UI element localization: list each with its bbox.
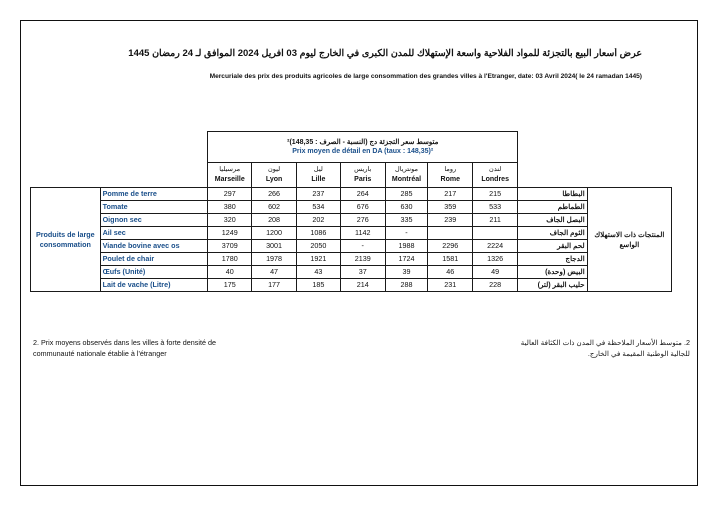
- table-header-arabic: متوسط سعر التجزئة دج (النسبة - الصرف : 148,35)²: [287, 139, 439, 146]
- footnote-arabic: 2. متوسط الأسعار الملاحظة في المدن ذات الكثافة العالية للجالية الوطنية المقيمة في الخارج.: [520, 338, 690, 358]
- product-name-french: Pomme de terre: [100, 188, 208, 201]
- price-cell: 208: [252, 214, 297, 227]
- city-header-londres: [473, 163, 518, 188]
- table-header-french: Prix moyen de détail en DA (taux : 148,35)²: [292, 148, 434, 155]
- price-cell: 533: [473, 201, 518, 214]
- price-cell: 231: [428, 279, 473, 292]
- city-header-lyon: [252, 163, 297, 188]
- price-cell: 1724: [385, 253, 428, 266]
- city-header-marseille: [208, 163, 252, 188]
- city-name-ar: باريس: [354, 166, 372, 173]
- price-cell: -: [340, 240, 385, 253]
- product-name-arabic: البيض (وحدة): [518, 266, 588, 279]
- price-cell: 534: [297, 201, 341, 214]
- city-name-ar: روما: [444, 166, 457, 173]
- product-name-french: Œufs (Unité): [100, 266, 208, 279]
- group-label-french: Produits de large consommation: [31, 188, 101, 292]
- product-name-french: Tomate: [100, 201, 208, 214]
- product-name-french: Oignon sec: [100, 214, 208, 227]
- table-row: [31, 253, 672, 266]
- table-row: [31, 188, 672, 201]
- table-row: [31, 279, 672, 292]
- group-label-arabic: المنتجات ذات الاستهلاك الواسع: [587, 188, 671, 292]
- price-cell: 47: [252, 266, 297, 279]
- title-arabic: عرض أسعار البيع بالتجزئة للمواد الفلاحية واسعة الإستهلاك للمدن الكبرى في الخارج ليوم 03 افريل 2024 الموافق لـ 24 رمضان 1445: [128, 48, 642, 59]
- city-header-lille: [297, 163, 341, 188]
- price-cell: 228: [473, 279, 518, 292]
- price-cell: 2224: [473, 240, 518, 253]
- price-cell: 1086: [297, 227, 341, 240]
- price-cell: 359: [428, 201, 473, 214]
- product-name-french: Ail sec: [100, 227, 208, 240]
- price-cell: 177: [252, 279, 297, 292]
- city-name-ar: ليون: [267, 166, 281, 173]
- table-row: [31, 214, 672, 227]
- price-cell: 320: [208, 214, 252, 227]
- product-name-arabic: الدجاج: [518, 253, 588, 266]
- city-name-fr: Marseille: [214, 176, 245, 183]
- city-header-rome: [428, 163, 473, 188]
- price-cell: 266: [252, 188, 297, 201]
- price-cell: 1978: [252, 253, 297, 266]
- price-cell: 43: [297, 266, 341, 279]
- price-cell: 202: [297, 214, 341, 227]
- price-cell: 1581: [428, 253, 473, 266]
- table-row: [31, 240, 672, 253]
- price-cell: 276: [340, 214, 385, 227]
- price-cell: 40: [208, 266, 252, 279]
- price-cell: 215: [473, 188, 518, 201]
- city-name-fr: Lyon: [265, 176, 283, 183]
- price-cell: 2296: [428, 240, 473, 253]
- product-name-arabic: البطاطا: [518, 188, 588, 201]
- price-cell: 1921: [297, 253, 341, 266]
- city-name-fr: Paris: [354, 176, 372, 183]
- price-cell: 46: [428, 266, 473, 279]
- price-cell: 37: [340, 266, 385, 279]
- price-cell: 1249: [208, 227, 252, 240]
- price-cell: 285: [385, 188, 428, 201]
- product-name-arabic: الطماطم: [518, 201, 588, 214]
- price-cell: 1200: [252, 227, 297, 240]
- price-cell: 2139: [340, 253, 385, 266]
- city-name-ar: ليل: [313, 166, 323, 173]
- price-cell: 630: [385, 201, 428, 214]
- city-name-fr: Lille: [311, 176, 326, 183]
- city-name-ar: مونتريال: [394, 166, 419, 173]
- price-cell: 1326: [473, 253, 518, 266]
- price-cell: 237: [297, 188, 341, 201]
- product-name-arabic: حليب البقر (لتر): [518, 279, 588, 292]
- city-header-paris: [340, 163, 385, 188]
- price-table: [30, 131, 672, 292]
- city-name-ar: مرسيليا: [219, 166, 241, 173]
- price-cell: 676: [340, 201, 385, 214]
- price-cell: 175: [208, 279, 252, 292]
- price-cell: 3709: [208, 240, 252, 253]
- product-name-french: Viande bovine avec os: [100, 240, 208, 253]
- city-name-fr: Rome: [440, 176, 460, 183]
- price-cell: [473, 227, 518, 240]
- product-name-arabic: لحم البقر: [518, 240, 588, 253]
- table-row: [31, 266, 672, 279]
- price-cell: 288: [385, 279, 428, 292]
- price-cell: 217: [428, 188, 473, 201]
- price-cell: 1780: [208, 253, 252, 266]
- price-cell: [428, 227, 473, 240]
- price-cell: 3001: [252, 240, 297, 253]
- city-name-fr: Londres: [481, 176, 509, 183]
- product-name-french: Poulet de chair: [100, 253, 208, 266]
- title-french: Mercuriale des prix des produits agricoles de large consommation des grandes villes à l'Etranger, date: 03 Avril 2024( le 24 ramadan 1445): [209, 73, 642, 80]
- price-cell: 211: [473, 214, 518, 227]
- price-cell: 39: [385, 266, 428, 279]
- price-cell: 185: [297, 279, 341, 292]
- price-cell: -: [385, 227, 428, 240]
- product-name-arabic: الثوم الجاف: [518, 227, 588, 240]
- price-cell: 602: [252, 201, 297, 214]
- city-name-ar: لندن: [489, 166, 502, 173]
- product-name-french: Lait de vache (Litre): [100, 279, 208, 292]
- city-header-montreal: [385, 163, 428, 188]
- price-cell: 1142: [340, 227, 385, 240]
- table-header: [208, 132, 518, 163]
- price-cell: 297: [208, 188, 252, 201]
- price-cell: 264: [340, 188, 385, 201]
- table-row: [31, 227, 672, 240]
- price-cell: 2050: [297, 240, 341, 253]
- price-cell: 1988: [385, 240, 428, 253]
- price-cell: 214: [340, 279, 385, 292]
- price-cell: 335: [385, 214, 428, 227]
- product-name-arabic: البصل الجاف: [518, 214, 588, 227]
- city-name-fr: Montréal: [391, 176, 422, 183]
- price-cell: 380: [208, 201, 252, 214]
- table-row: [31, 201, 672, 214]
- price-cell: 239: [428, 214, 473, 227]
- footnote-french: 2. Prix moyens observés dans les villes à forte densité de communauté nationale établie à l'étranger: [33, 338, 216, 358]
- price-cell: 49: [473, 266, 518, 279]
